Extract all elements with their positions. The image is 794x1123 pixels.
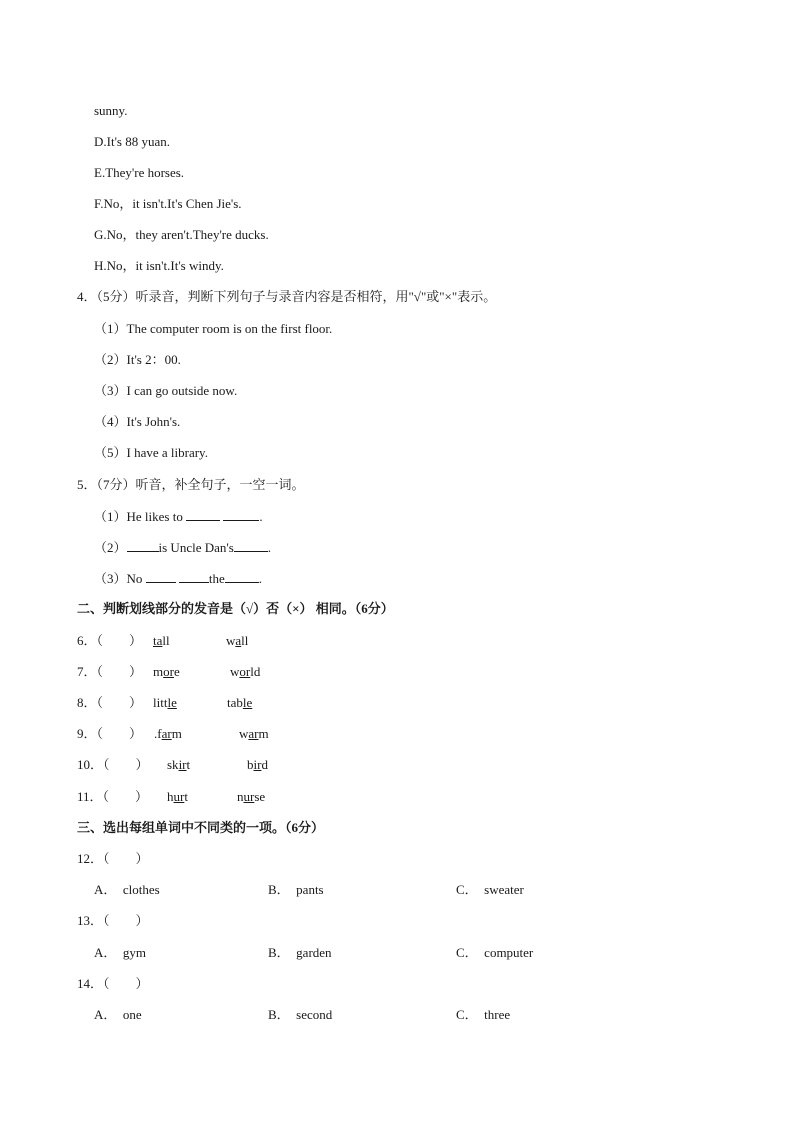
question-number: 11．（ ）: [77, 789, 149, 804]
phonics-row-8: [77, 695, 142, 711]
option-a[interactable]: A． gym: [94, 945, 147, 960]
underlined-letters: ar: [248, 726, 259, 741]
underlined-letters: le: [167, 695, 177, 710]
section-3-heading: 三、选出每组单词中不同类的一项。（6分）: [77, 820, 325, 835]
question-number: 8．（ ）: [77, 695, 143, 710]
option-a[interactable]: A． clothes: [94, 882, 160, 897]
underlined-letters: or: [239, 664, 251, 679]
phonics-word-1: tall: [153, 633, 170, 648]
phonics-word-2: warm: [239, 726, 269, 741]
phonics-word-1: .farm: [154, 726, 182, 741]
question-number: 9．（ ）: [77, 726, 143, 741]
phonics-word-2: nurse: [237, 789, 266, 804]
q5-item-3-end: .: [258, 571, 263, 586]
q4-item-4: （4）It's John's.: [94, 414, 181, 429]
underlined-letters: ur: [173, 789, 185, 804]
phonics-word-1: hurt: [167, 789, 188, 804]
answer-blank[interactable]: [186, 508, 220, 521]
answer-blank[interactable]: [234, 539, 268, 552]
q5-item-3: [94, 570, 262, 587]
underlined-letters: a: [235, 633, 242, 648]
option-a[interactable]: A． one: [94, 1007, 142, 1022]
question-number: 10．（ ）: [77, 757, 149, 772]
phonics-word-1: little: [153, 695, 177, 710]
q3-option-f: F.No，it isn't.It's Chen Jie's.: [94, 196, 242, 211]
q4-item-5: （5）I have a library.: [94, 445, 208, 460]
section-2-heading: 二、判断划线部分的发音是（√）否（×） 相同。（6分）: [77, 601, 394, 616]
underlined-letters: ur: [243, 789, 255, 804]
q5-item-1-end: .: [259, 509, 263, 524]
phonics-word-2: wall: [226, 633, 249, 648]
q5-item-1: [94, 508, 263, 525]
q3-option-d: D.It's 88 yuan.: [94, 134, 171, 149]
q3-option-g: G.No，they aren't.They're ducks.: [94, 227, 269, 242]
phonics-word-2: bird: [247, 757, 268, 772]
question-14-number: 14．（ ）: [77, 976, 149, 991]
underlined-letters: ta: [153, 633, 163, 648]
q3-option-e: E.They're horses.: [94, 165, 185, 180]
answer-blank[interactable]: [225, 570, 259, 583]
question-12-number: 12．（ ）: [77, 851, 149, 866]
q5-item-2-mid: is Uncle Dan's: [158, 540, 234, 555]
phonics-row-6: [77, 633, 142, 649]
phonics-word-2: table: [227, 695, 253, 710]
q5-item-3-mid: the: [208, 571, 225, 586]
q5-item-2: [94, 539, 271, 556]
underlined-letters: ar: [161, 726, 172, 741]
answer-blank[interactable]: [223, 508, 259, 521]
phonics-row-11: [77, 789, 148, 805]
q4-item-1: （1）The computer room is on the first floor.: [94, 321, 333, 336]
q4-heading: 4．（5分）听录音，判断下列句子与录音内容是否相符，用"√"或"×"表示。: [77, 289, 497, 304]
underlined-letters: le: [242, 695, 253, 710]
q5-item-1-text: （1）He likes to: [94, 509, 183, 524]
option-b[interactable]: B． garden: [268, 945, 332, 960]
option-c[interactable]: C． three: [456, 1007, 511, 1022]
q5-item-2-end: .: [267, 540, 272, 555]
question-13-number: 13．（ ）: [77, 913, 149, 928]
answer-blank[interactable]: [127, 539, 159, 552]
q4-item-3: （3）I can go outside now.: [94, 383, 238, 398]
option-c[interactable]: C． sweater: [456, 882, 524, 897]
q4-item-2: （2）It's 2：00.: [94, 352, 181, 367]
underlined-letters: ir: [178, 757, 187, 772]
option-c[interactable]: C． computer: [456, 945, 534, 960]
answer-blank[interactable]: [146, 570, 176, 583]
phonics-word-2: world: [230, 664, 261, 679]
phonics-row-7: [77, 664, 142, 680]
phonics-word-1: skirt: [167, 757, 191, 772]
underlined-letters: ir: [253, 757, 262, 772]
phonics-word-1: more: [153, 664, 180, 679]
answer-blank[interactable]: [179, 570, 209, 583]
phonics-row-9: [77, 726, 142, 742]
underlined-letters: or: [163, 664, 174, 679]
q5-item-2-text: （2）: [94, 540, 127, 555]
q3-answer-line: sunny.: [94, 103, 128, 118]
option-b[interactable]: B． pants: [268, 882, 324, 897]
option-b[interactable]: B． second: [268, 1007, 333, 1022]
q5-item-3-text: （3）No: [94, 571, 143, 586]
question-number: 7．（ ）: [77, 664, 143, 679]
q3-option-h: H.No，it isn't.It's windy.: [94, 258, 224, 273]
phonics-row-10: [77, 757, 149, 773]
q5-heading: 5．（7分）听音，补全句子，一空一词。: [77, 477, 305, 492]
question-number: 6．（ ）: [77, 633, 143, 648]
